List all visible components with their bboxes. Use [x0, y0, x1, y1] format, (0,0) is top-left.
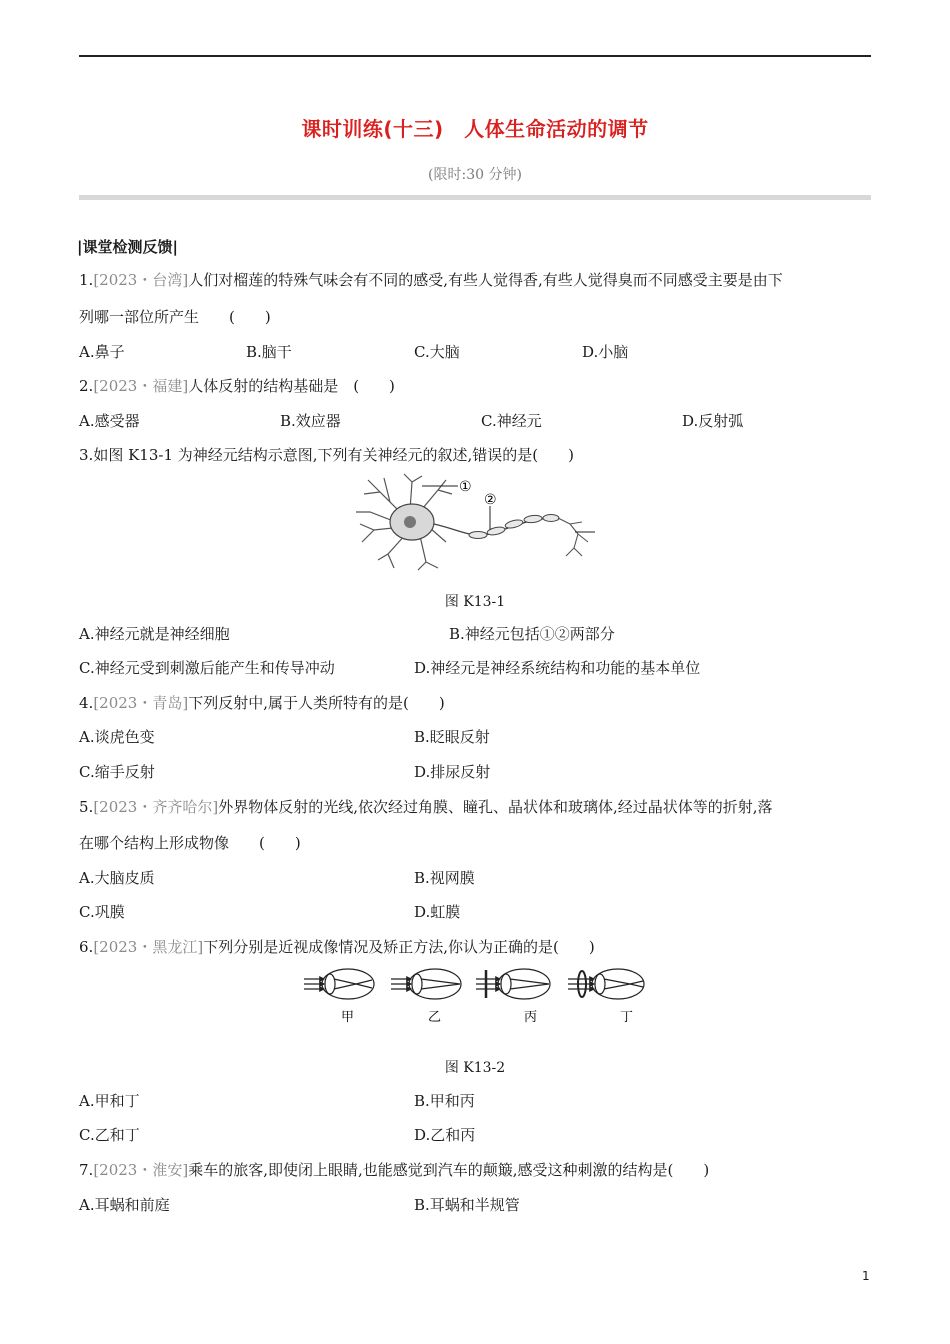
header-divider: [79, 195, 871, 200]
page-number: 1: [862, 1269, 870, 1283]
neuron-figure: [350, 472, 610, 572]
q6-option-d: D.乙和丙: [414, 1126, 476, 1144]
q4-option-c: C.缩手反射: [79, 763, 155, 781]
label-yi: 乙: [428, 1010, 442, 1025]
label-2: ②: [484, 492, 497, 508]
section-label: |课堂检测反馈|: [77, 238, 178, 256]
q4-option-b: B.眨眼反射: [414, 728, 490, 746]
q3-option-b: B.神经元包括①②两部分: [449, 625, 615, 643]
time-limit: (限时:30 分钟): [428, 167, 522, 183]
q3-option-c: C.神经元受到刺激后能产生和传导冲动: [79, 659, 335, 677]
question-4: 4.[2023・青岛]下列反射中,属于人类所特有的是( ): [79, 694, 445, 712]
q2-option-a: A.感受器: [79, 412, 140, 430]
page-title: 课时训练(十三) 人体生命活动的调节: [301, 117, 649, 141]
question-1-line2: 列哪一部位所产生 ( ): [79, 308, 271, 326]
q2-option-c: C.神经元: [481, 412, 542, 430]
q5-option-a: A.大脑皮质: [79, 869, 155, 887]
question-5-line1: 5.[2023・齐齐哈尔]外界物体反射的光线,依次经过角膜、瞳孔、晶状体和玻璃体,经过晶状体等的折射,落: [79, 798, 773, 816]
label-bing: 丙: [524, 1010, 538, 1025]
q3-option-d: D.神经元是神经系统结构和功能的基本单位: [414, 659, 701, 677]
question-3: 3.如图 K13-1 为神经元结构示意图,下列有关神经元的叙述,错误的是( ): [79, 446, 574, 464]
q3-option-a: A.神经元就是神经细胞: [79, 625, 230, 643]
question-6: 6.[2023・黑龙江]下列分别是近视成像情况及矫正方法,你认为正确的是( ): [79, 938, 595, 956]
q2-option-b: B.效应器: [280, 412, 341, 430]
q4-option-a: A.谈虎色变: [79, 728, 155, 746]
label-ding: 丁: [620, 1010, 634, 1025]
figure-caption-k13-2: 图 K13-2: [444, 1060, 506, 1076]
q2-option-d: D.反射弧: [682, 412, 744, 430]
question-1-source: [2023・台湾]: [93, 271, 189, 289]
question-5-line2: 在哪个结构上形成物像 ( ): [79, 834, 301, 852]
q5-option-b: B.视网膜: [414, 869, 475, 887]
q1-option-d: D.小脑: [582, 343, 629, 361]
label-1: ①: [459, 479, 472, 495]
q6-option-a: A.甲和丁: [79, 1092, 140, 1110]
q6-option-c: C.乙和丁: [79, 1126, 140, 1144]
q7-option-a: A.耳蜗和前庭: [79, 1196, 170, 1214]
q6-option-b: B.甲和丙: [414, 1092, 475, 1110]
eye-figure: [300, 964, 660, 1026]
q5-option-c: C.巩膜: [79, 903, 125, 921]
q5-option-d: D.虹膜: [414, 903, 461, 921]
q1-option-a: A.鼻子: [79, 343, 125, 361]
top-rule: [79, 55, 871, 57]
q7-option-b: B.耳蜗和半规管: [414, 1196, 520, 1214]
q1-option-c: C.大脑: [414, 343, 460, 361]
question-2: 2.[2023・福建]人体反射的结构基础是 ( ): [79, 377, 395, 395]
question-1-line1: 1.[2023・台湾]人们对榴莲的特殊气味会有不同的感受,有些人觉得香,有些人觉得臭而不同感受主要是由下: [79, 271, 783, 289]
q1-option-b: B.脑干: [246, 343, 292, 361]
label-jia: 甲: [341, 1010, 355, 1025]
figure-caption-k13-1: 图 K13-1: [444, 594, 506, 610]
question-7: 7.[2023・淮安]乘车的旅客,即使闭上眼睛,也能感觉到汽车的颠簸,感受这种刺激的结构是( ): [79, 1161, 710, 1179]
q4-option-d: D.排尿反射: [414, 763, 491, 781]
